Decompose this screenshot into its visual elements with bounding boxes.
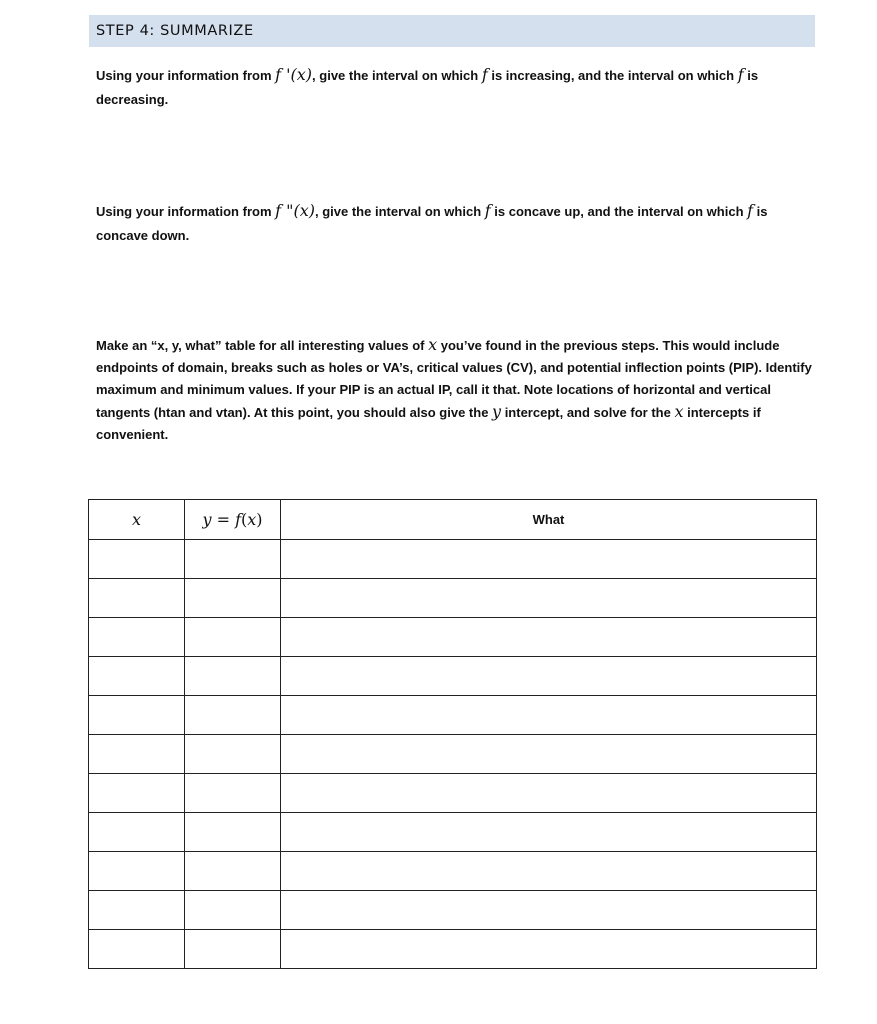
table-row bbox=[89, 696, 817, 735]
table-row bbox=[89, 579, 817, 618]
cell-what[interactable] bbox=[281, 813, 817, 852]
q2-text-5: concave down. bbox=[96, 228, 190, 243]
cell-y[interactable] bbox=[185, 657, 281, 696]
table-row bbox=[89, 735, 817, 774]
cell-y[interactable] bbox=[185, 852, 281, 891]
cell-y[interactable] bbox=[185, 774, 281, 813]
cell-y[interactable] bbox=[185, 540, 281, 579]
q3-text-1: Make an “x, y, what” table for all interesting values of bbox=[96, 338, 429, 353]
q3-text-3: endpoints of domain, breaks such as holes or VA’s, critical values (CV), and potential inflection points (PIP). Identify bbox=[96, 360, 812, 375]
cell-x[interactable] bbox=[89, 891, 185, 930]
question-xyw-table bbox=[96, 334, 816, 446]
header-y-part3: f bbox=[235, 509, 241, 529]
header-x bbox=[89, 500, 185, 540]
header-y bbox=[185, 500, 281, 540]
header-y-part2: = bbox=[211, 509, 236, 529]
question-concavity bbox=[96, 199, 816, 248]
q2-text-2: , give the interval on which bbox=[315, 204, 485, 219]
cell-what[interactable] bbox=[281, 774, 817, 813]
q3-text-2: you’ve found in the previous steps. This would include bbox=[437, 338, 780, 353]
cell-what[interactable] bbox=[281, 891, 817, 930]
q1-text-1: Using your information from bbox=[96, 68, 276, 83]
header-x-label: x bbox=[131, 509, 142, 529]
cell-y[interactable] bbox=[185, 696, 281, 735]
q3-math-x-1: x bbox=[428, 335, 438, 354]
cell-y[interactable] bbox=[185, 735, 281, 774]
cell-x[interactable] bbox=[89, 618, 185, 657]
cell-x[interactable] bbox=[89, 540, 185, 579]
header-y-part5: x bbox=[247, 509, 257, 529]
q1-math-f-2: f bbox=[737, 65, 744, 84]
cell-y[interactable] bbox=[185, 618, 281, 657]
cell-what[interactable] bbox=[281, 618, 817, 657]
cell-x[interactable] bbox=[89, 813, 185, 852]
table-row bbox=[89, 657, 817, 696]
question-increasing-decreasing bbox=[96, 63, 816, 112]
table-row bbox=[89, 540, 817, 579]
q1-math-fprime: f '(x) bbox=[275, 65, 313, 84]
q2-math-fdoubleprime: f "(x) bbox=[275, 201, 315, 220]
q3-text-8: convenient. bbox=[96, 427, 169, 442]
q3-math-y: y bbox=[492, 402, 502, 421]
q1-text-3: is increasing, and the interval on which bbox=[487, 68, 738, 83]
cell-what[interactable] bbox=[281, 540, 817, 579]
cell-what[interactable] bbox=[281, 579, 817, 618]
cell-x[interactable] bbox=[89, 852, 185, 891]
q1-text-5: decreasing. bbox=[96, 92, 169, 107]
header-y-part4: ( bbox=[241, 509, 248, 529]
cell-what[interactable] bbox=[281, 735, 817, 774]
table-row bbox=[89, 774, 817, 813]
header-y-part1: y bbox=[202, 509, 212, 529]
cell-x[interactable] bbox=[89, 735, 185, 774]
q2-math-f-2: f bbox=[747, 201, 754, 220]
q2-text-4: is bbox=[753, 204, 768, 219]
section-header bbox=[89, 15, 815, 47]
table-row bbox=[89, 852, 817, 891]
cell-x[interactable] bbox=[89, 579, 185, 618]
cell-what[interactable] bbox=[281, 930, 817, 969]
header-what bbox=[281, 500, 817, 540]
cell-y[interactable] bbox=[185, 813, 281, 852]
q2-text-1: Using your information from bbox=[96, 204, 276, 219]
q1-text-4: is bbox=[743, 68, 759, 83]
table-row bbox=[89, 813, 817, 852]
xyw-table bbox=[88, 499, 817, 969]
cell-y[interactable] bbox=[185, 891, 281, 930]
section-title: STEP 4: SUMMARIZE bbox=[96, 23, 254, 39]
q2-text-3: is concave up, and the interval on which bbox=[490, 204, 748, 219]
table-row bbox=[89, 930, 817, 969]
cell-y[interactable] bbox=[185, 579, 281, 618]
cell-x[interactable] bbox=[89, 930, 185, 969]
cell-x[interactable] bbox=[89, 774, 185, 813]
q3-math-x-2: x bbox=[674, 402, 684, 421]
q2-math-f-1: f bbox=[484, 201, 491, 220]
header-what-label: What bbox=[532, 511, 565, 527]
q3-text-4: maximum and minimum values. If your PIP is an actual IP, call it that. Note locations of horizontal and vertical bbox=[96, 382, 771, 397]
table-row bbox=[89, 618, 817, 657]
cell-y[interactable] bbox=[185, 930, 281, 969]
table-header-row bbox=[89, 500, 817, 540]
cell-x[interactable] bbox=[89, 657, 185, 696]
header-y-part6: ) bbox=[256, 509, 263, 529]
cell-what[interactable] bbox=[281, 657, 817, 696]
q3-text-7: intercepts if bbox=[683, 405, 761, 420]
q3-text-5: tangents (htan and vtan). At this point, you should also give the bbox=[96, 405, 493, 420]
q3-text-6: intercept, and solve for the bbox=[501, 405, 675, 420]
q1-text-2: , give the interval on which bbox=[312, 68, 482, 83]
table-row bbox=[89, 891, 817, 930]
cell-what[interactable] bbox=[281, 852, 817, 891]
cell-what[interactable] bbox=[281, 696, 817, 735]
q1-math-f-1: f bbox=[481, 65, 488, 84]
cell-x[interactable] bbox=[89, 696, 185, 735]
